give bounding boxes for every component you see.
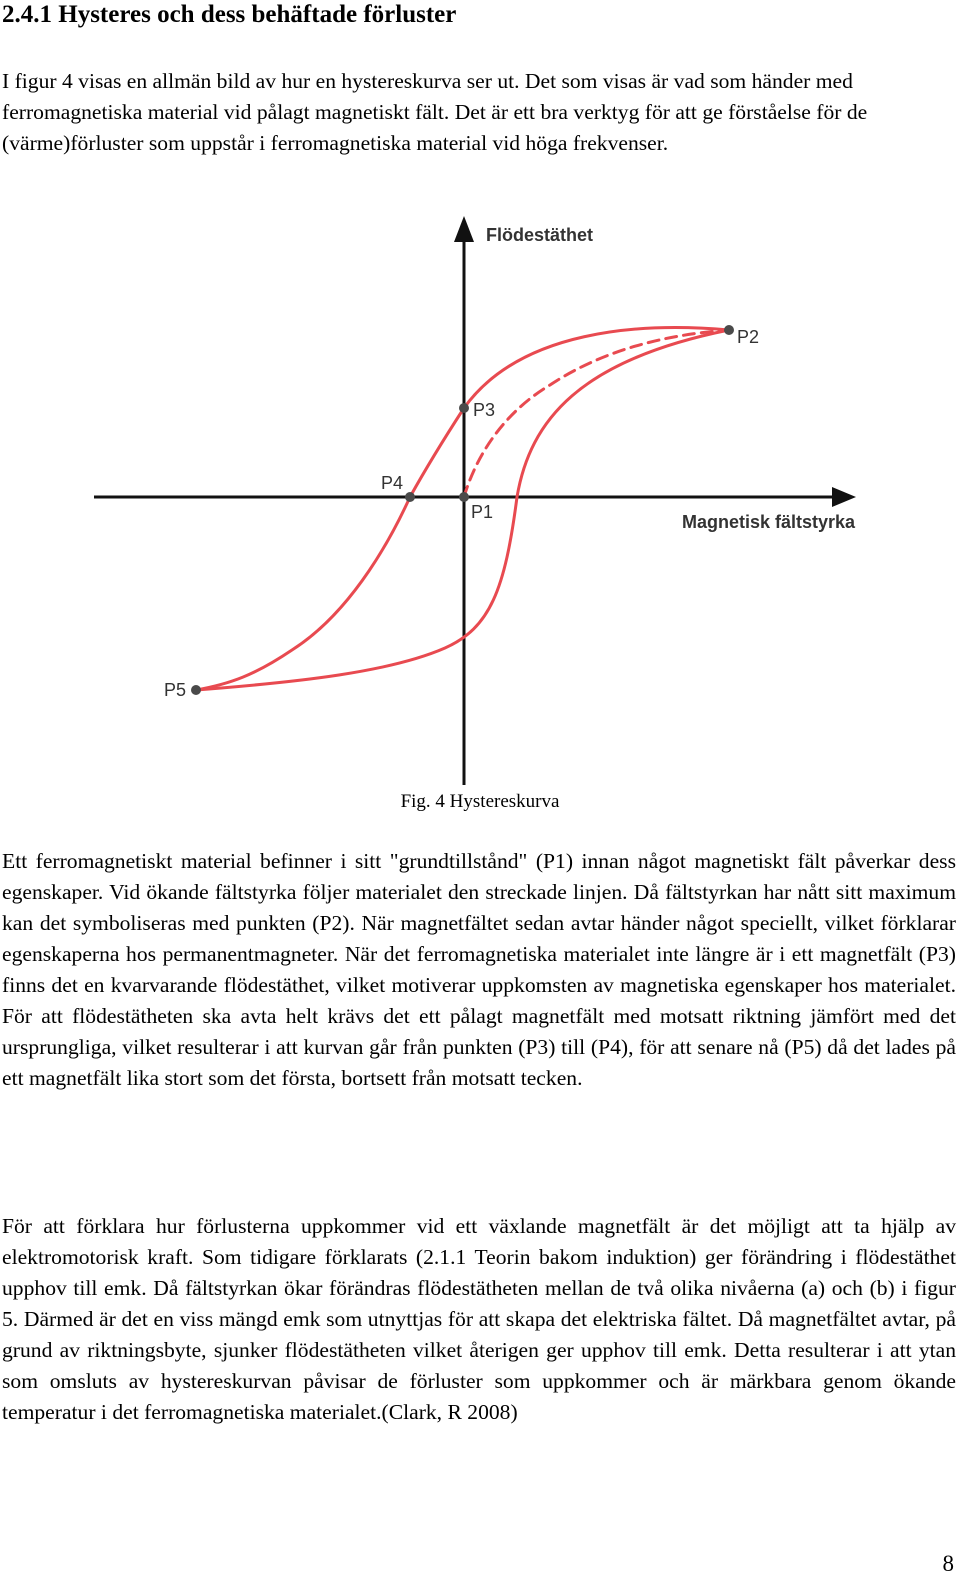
point-p4 [405,492,415,502]
point-p1 [459,492,469,502]
label-p1: P1 [471,502,494,522]
paragraph-3: För att förklara hur förlusterna uppkommer vid ett växlande magnetfält är det möjligt att ta hjälp av elektromotorisk kraft. Som tidigare förklarats (2.1.1 Teorin bakom induktion) ger förändring i flödestäthet upphov till emk. Då fältstyrkan ökar förändras flödestätheten mellan de två olika nivåerna (a) och (b) i figur 5. Därmed är det en viss mängd emk som utnyttjas för att skapa det elektriska fältet. Då magnetfältet avtar, på grund av riktningsbyte, sjunker flödestätheten vilket återigen ger upphov till emk. Detta resulterar i att ytan som omsluts av hystereskurvan påvisar de förluster som uppkommer och är märkbara genom ökande temperatur i det ferromagnetiska materialet.(Clark, R 2008) [2,1214,956,1424]
section-heading: 2.4.1 Hysteres och dess behäftade förluster [2,1,457,28]
point-p3 [459,403,469,413]
label-p4: P4 [381,473,404,493]
hysteresis-figure [0,210,960,800]
label-p5: P5 [164,680,187,700]
label-p2: P2 [737,327,760,347]
initial-magnetization-dashed [464,330,729,497]
page-number: 8 [942,1551,954,1576]
point-p5 [191,685,201,695]
y-axis-arrow-icon [454,216,474,242]
figure-caption: Fig. 4 Hystereskurva [400,791,560,812]
point-p2 [724,325,734,335]
y-axis-label: Flödestäthet [486,225,594,245]
x-axis-arrow-icon [832,487,856,507]
paragraph-2: Ett ferromagnetiskt material befinner i sitt "grundtillstånd" (P1) innan något magnetiskt fält påverkar dess egenskaper. Vid ökande fältstyrka följer materialet den streckade linjen. Då fältstyrkan har nått sitt maximum kan det symboliseras med punkten (P2). När magnetfältet sedan avtar händer något speciellt, vilket förklarar egenskaperna hos permanentmagneter. När det ferromagnetiska materialet inte längre är i ett magnetfält (P3) finns det en kvarvarande flödestäthet, vilket motiverar uppkomsten av magnetiska egenskaper hos materialet. För att flödestätheten ska avta helt krävs det ett pålagt magnetfält med motsatt riktning jämfört med det ursprungliga, vilket resulterar i att kurvan går från punkten (P3) till (P4), för att senare nå (P5) då det lades på ett magnetfält lika stort som det första, bortsett från motsatt tecken. [2,849,956,1090]
x-axis-label: Magnetisk fältstyrka [682,512,856,532]
intro-paragraph: I figur 4 visas en allmän bild av hur en hystereskurva ser ut. Det som visas är vad som händer med ferromagnetiska material vid pålagt magnetiskt fält. Det är ett bra verktyg för att ge förståelse för de (värme)förluster som uppstår i ferromagnetiska material vid höga frekvenser. [2,69,868,155]
label-p3: P3 [473,400,496,420]
